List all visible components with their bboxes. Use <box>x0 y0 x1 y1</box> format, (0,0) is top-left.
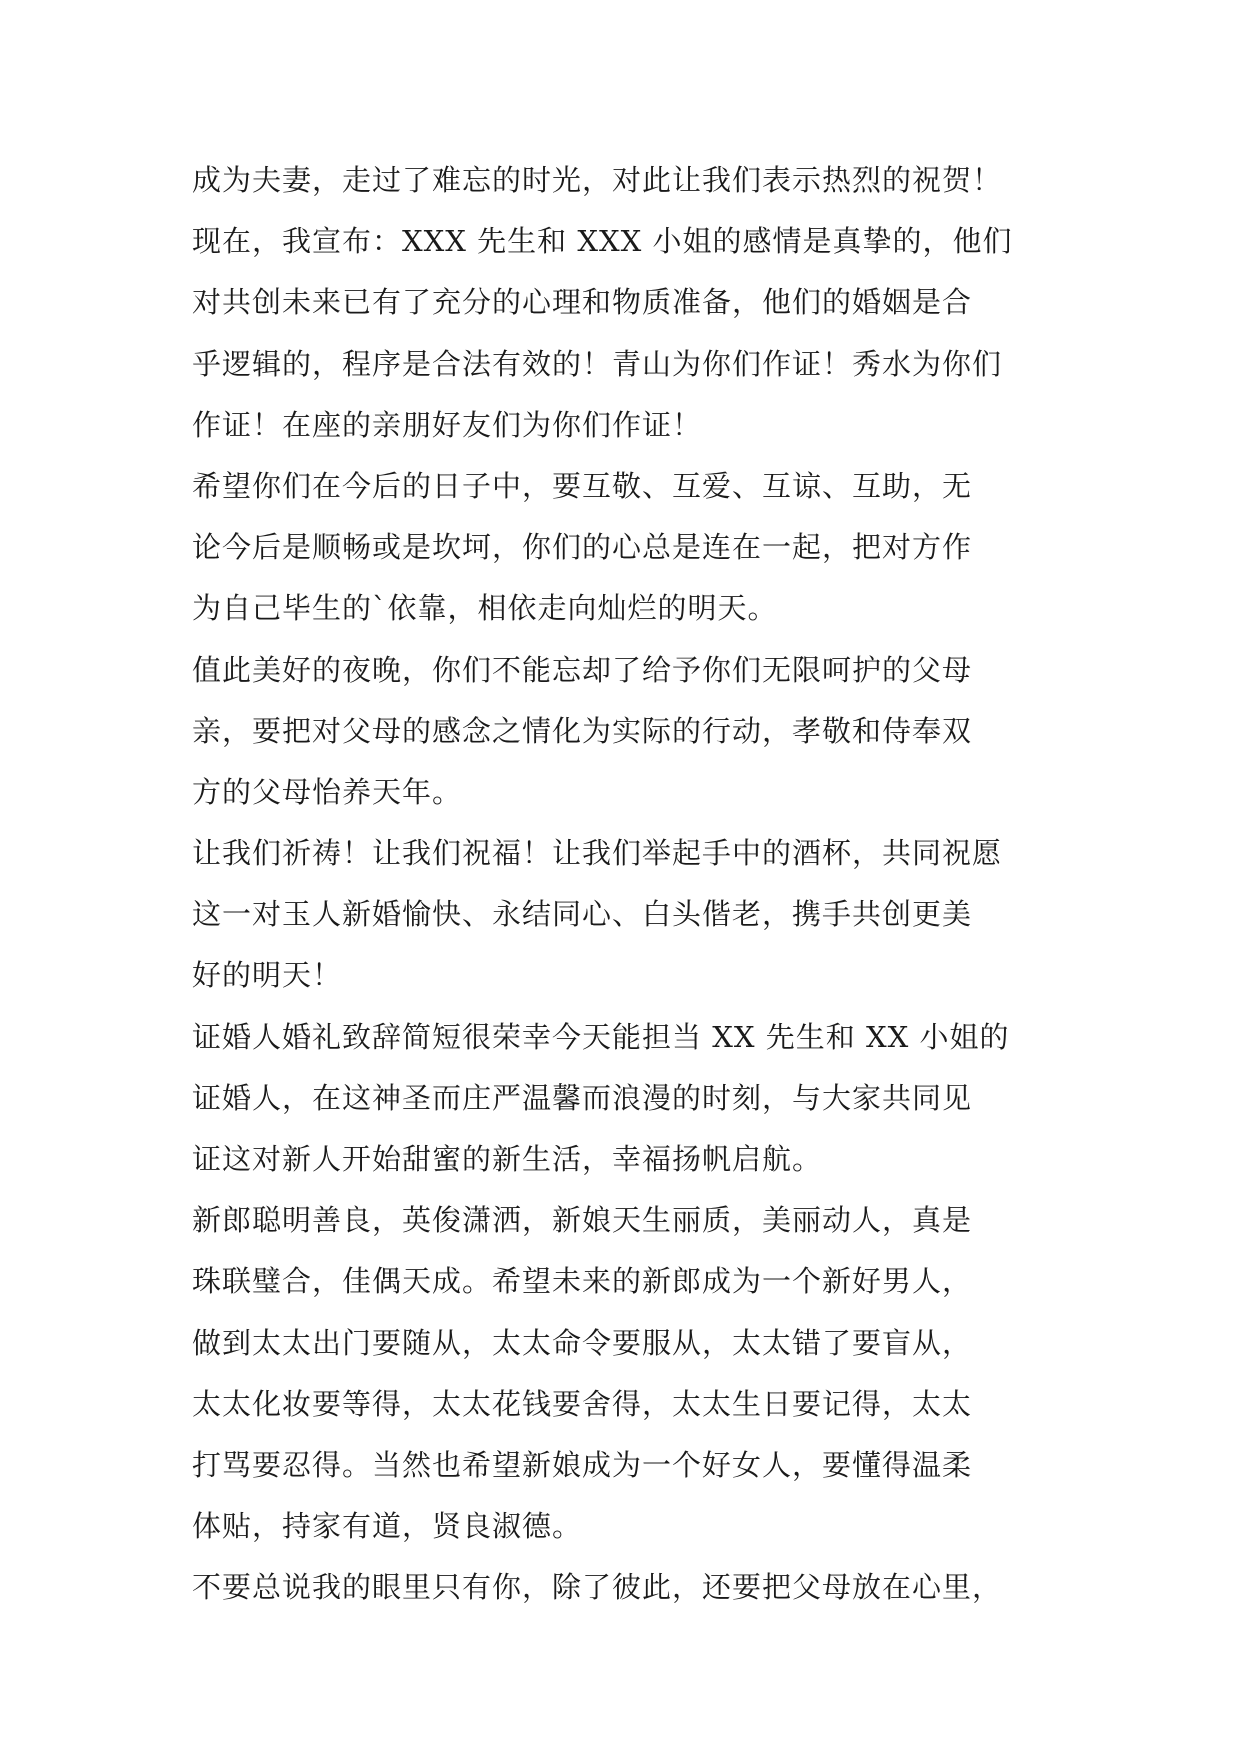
text-line: 好的明天！ <box>192 958 343 993</box>
text-line: 新郎聪明善良，英俊潇洒，新娘天生丽质，美丽动人，真是 <box>192 1203 973 1238</box>
text-line: 成为夫妻，走过了难忘的时光，对此让我们表示热烈的祝贺！ <box>192 163 1003 197</box>
document-body <box>192 150 1062 1619</box>
text-line: 打骂要忍得。当然也希望新娘成为一个好女人，要懂得温柔 <box>192 1447 973 1482</box>
text-line: 太太化妆要等得，太太花钱要舍得，太太生日要记得，太太 <box>192 1386 973 1421</box>
text-line: 这一对玉人新婚愉快、永结同心、白头偕老，携手共创更美 <box>192 897 973 932</box>
text-line: 做到太太出门要随从，太太命令要服从，太太错了要盲从， <box>192 1325 973 1360</box>
text-line: 论今后是顺畅或是坎坷，你们的心总是连在一起，把对方作 <box>192 530 973 565</box>
text-line: 体贴，持家有道，贤良淑德。 <box>192 1509 583 1544</box>
text-line: 方的父母怡养天年。 <box>192 774 463 809</box>
text-line: 证这对新人开始甜蜜的新生活，幸福扬帆启航。 <box>192 1142 823 1176</box>
text-line: 证婚人婚礼致辞简短很荣幸今天能担当 XX 先生和 XX 小姐的 <box>192 1019 1010 1054</box>
text-line: 对共创未来已有了充分的心理和物质准备，他们的婚姻是合 <box>192 285 973 320</box>
text-line: 亲，要把对父母的感念之情化为实际的行动，孝敬和侍奉双 <box>192 713 973 748</box>
text-line: 作证！在座的亲朋好友们为你们作证！ <box>192 407 703 442</box>
text-line: 证婚人，在这神圣而庄严温馨而浪漫的时刻，与大家共同见 <box>192 1080 973 1115</box>
text-line: 希望你们在今后的日子中，要互敬、互爱、互谅、互助，无 <box>192 468 973 503</box>
text-line: 为自己毕生的`依靠，相依走向灿烂的明天。 <box>192 591 778 626</box>
text-line: 值此美好的夜晚，你们不能忘却了给予你们无限呵护的父母 <box>192 652 973 687</box>
text-line: 现在，我宣布：XXX 先生和 XXX 小姐的感情是真挚的，他们 <box>192 224 1013 259</box>
text-line: 让我们祈祷！让我们祝福！让我们举起手中的酒杯，共同祝愿 <box>192 836 1003 871</box>
text-line: 不要总说我的眼里只有你，除了彼此，还要把父母放在心里， <box>192 1570 1003 1605</box>
text-line: 珠联璧合，佳偶天成。希望未来的新郎成为一个新好男人， <box>192 1264 973 1299</box>
text-line: 乎逻辑的，程序是合法有效的！青山为你们作证！秀水为你们 <box>192 346 1003 381</box>
